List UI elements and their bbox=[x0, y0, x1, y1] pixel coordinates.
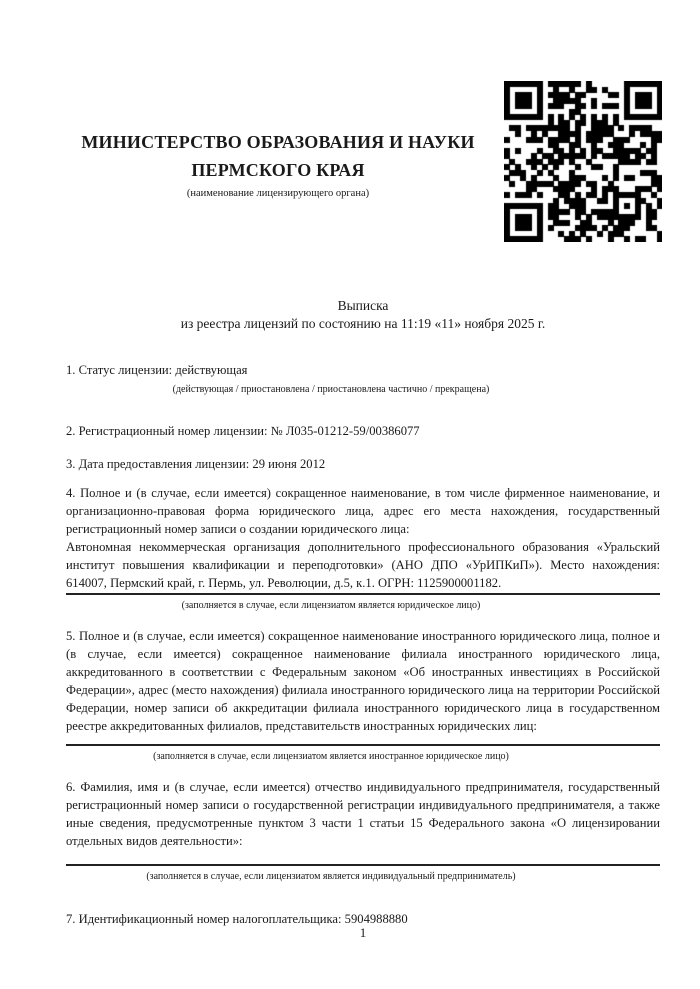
item-7-taxpayer-number: 7. Идентификационный номер налогоплательщика: 5904988880 bbox=[66, 912, 408, 926]
item-4-legal-entity-value: Автономная некоммерческая организация дополнительного профессионального образования «Уральский институт повышения квалификации и переподготовки» (АНО ДПО «УрИПКиП»). Место нахождения: 614007, Пермский край, г. Пермь, ул. Революции, д.5, к.1. ОГРН: 1125900001182. bbox=[66, 538, 660, 595]
item-1-license-status: 1. Статус лицензии: действующая bbox=[66, 363, 248, 377]
document-title-line1: Выписка bbox=[337, 298, 389, 313]
item-3-grant-date: 3. Дата предоставления лицензии: 29 июня 2012 bbox=[66, 457, 326, 471]
item-6-entrepreneur-label: 6. Фамилия, имя и (в случае, если имеется) отчество индивидуального предпринимателя, государственный регистрационный номер записи о государственной регистрации индивидуального предпринимателя, а также иные сведения, предусмотренные пунктом 3 части 1 статьи 15 Федерального закона «О лицензировании отдельных видов деятельности»: bbox=[66, 780, 660, 848]
qr-code-icon bbox=[504, 81, 662, 242]
document-title-line2: из реестра лицензий по состоянию на 11:19 «11» ноября 2025 г. bbox=[180, 316, 546, 331]
item-1-note: (действующая / приостановлена / приостановлена частично / прекращена) bbox=[172, 384, 490, 395]
item-4-note: (заполняется в случае, если лицензиатом является юридическое лицо) bbox=[181, 600, 481, 611]
licensing-authority-header bbox=[66, 128, 490, 200]
item-5-note: (заполняется в случае, если лицензиатом является иностранное юридическое лицо) bbox=[153, 751, 509, 762]
item-5-blank-field-rule bbox=[66, 744, 660, 746]
ministry-name-line1: МИНИСТЕРСТВО ОБРАЗОВАНИЯ И НАУКИ bbox=[81, 132, 475, 152]
document-body bbox=[66, 297, 660, 928]
item-5-foreign-entity-label: 5. Полное и (в случае, если имеется) сокращенное наименование иностранного юридического лица, полное и (в случае, если имеется) сокращенное наименование филиала иностранного юридического лица, аккредитованного в соответствии с Федеральным законом «Об иностранных инвестициях в Российской Федерации», адрес (место нахождения) филиала иностранного юридического лица на территории Российской Федерации, номер записи об аккредитации филиала иностранного юридического лица в государственном реестре аккредитованных филиалов, представительств иностранных юридических лиц: bbox=[66, 629, 660, 733]
ministry-name-line2: ПЕРМСКОГО КРАЯ bbox=[191, 160, 365, 180]
page-number: 1 bbox=[359, 925, 367, 940]
item-6-note: (заполняется в случае, если лицензиатом является индивидуальный предприниматель) bbox=[146, 871, 516, 882]
item-2-registration-number: 2. Регистрационный номер лицензии: № Л035-01212-59/00386077 bbox=[66, 424, 420, 438]
licensing-authority-caption: (наименование лицензирующего органа) bbox=[186, 188, 370, 199]
item-6-blank-field-rule bbox=[66, 864, 660, 866]
document-title bbox=[66, 297, 660, 333]
item-4-legal-entity-label: 4. Полное и (в случае, если имеется) сокращенное наименование, в том числе фирменное наименование, и организационно-правовая форма юридического лица, адрес его места нахождения, государственный регистрационный номер записи о создании юридического лица: bbox=[66, 486, 660, 536]
